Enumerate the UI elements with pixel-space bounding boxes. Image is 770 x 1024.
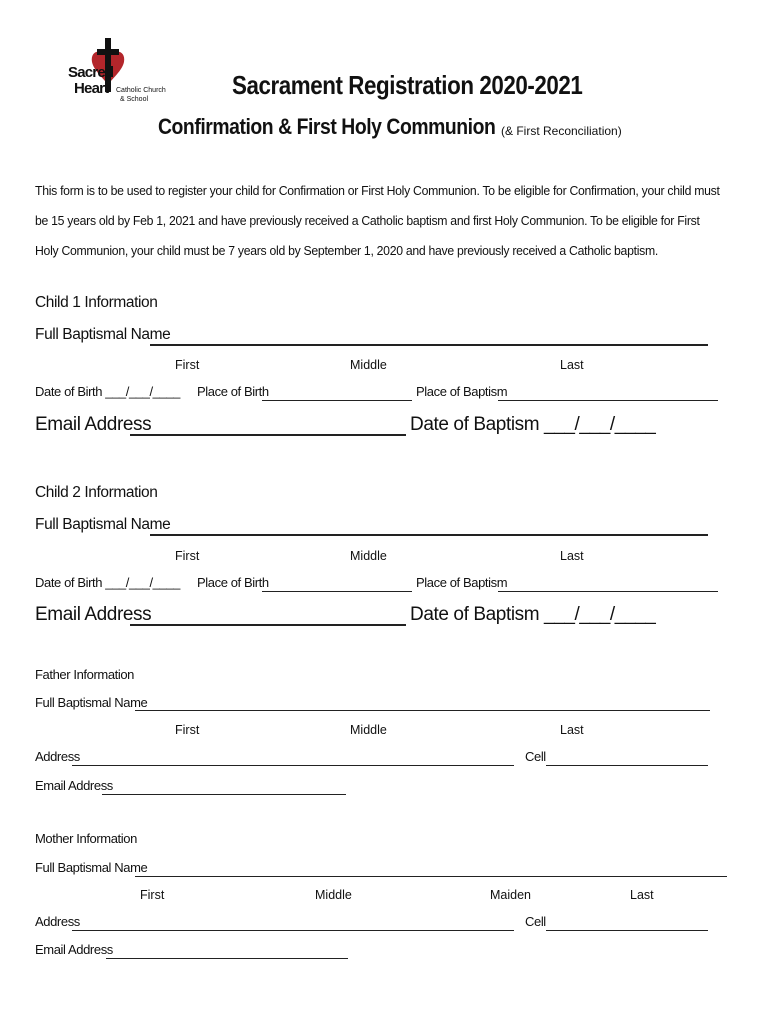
logo-text-sacred: Sacred [68, 64, 114, 81]
child1-pob-label: Place of Birth [197, 384, 269, 399]
father-cell-label: Cell [525, 749, 546, 764]
child2-pobap-label: Place of Baptism [416, 575, 508, 590]
mother-address-label: Address [35, 914, 80, 929]
page-subtitle: Confirmation & First Holy Communion [158, 114, 496, 139]
child2-email-label: Email Address [35, 604, 152, 625]
father-name-label: Full Baptismal Name [35, 695, 148, 710]
child1-pobap-field[interactable] [498, 400, 718, 401]
child2-middle-caption: Middle [350, 549, 387, 563]
child2-first-caption: First [175, 549, 200, 563]
father-cell-field[interactable] [546, 765, 708, 766]
church-logo [68, 36, 166, 108]
child1-name-field[interactable] [150, 344, 708, 346]
mother-cell-label: Cell [525, 914, 546, 929]
father-address-field[interactable] [72, 765, 514, 766]
intro-paragraph: This form is to be used to register your child for Confirmation or First Holy Communion. To be eligible for Confirmation, your child must be 15 years old by Feb 1, 2021 and have previously received a Catholic baptism and first Holy Communion. To be eligible for First Holy Communion, your child must be 7 years old by September 1, 2020 and have previously received a Catholic baptism. [35, 184, 720, 258]
father-email-field[interactable] [102, 794, 346, 795]
child1-heading: Child 1 Information [35, 294, 158, 311]
father-first-caption: First [175, 723, 200, 737]
mother-email-field[interactable] [106, 958, 348, 959]
child2-name-field[interactable] [150, 534, 708, 536]
page-title: Sacrament Registration 2020-2021 [232, 70, 583, 100]
mother-last-caption: Last [630, 888, 654, 902]
mother-cell-field[interactable] [546, 930, 708, 931]
child1-dob-field[interactable]: Date of Birth ___/___/____ [35, 384, 180, 399]
father-last-caption: Last [560, 723, 584, 737]
child1-first-caption: First [175, 358, 200, 372]
child2-email-field[interactable] [130, 624, 406, 626]
father-email-label: Email Address [35, 778, 113, 793]
father-address-label: Address [35, 749, 80, 764]
child1-pob-field[interactable] [262, 400, 412, 401]
mother-name-label: Full Baptismal Name [35, 860, 148, 875]
mother-middle-caption: Middle [315, 888, 352, 902]
child1-email-label: Email Address [35, 414, 152, 435]
mother-address-field[interactable] [72, 930, 514, 931]
page-subtitle-note: (& First Reconciliation) [501, 124, 622, 138]
child1-email-field[interactable] [130, 434, 406, 436]
child2-pob-label: Place of Birth [197, 575, 269, 590]
child1-pobap-label: Place of Baptism [416, 384, 508, 399]
mother-heading: Mother Information [35, 831, 137, 846]
child2-dob-field[interactable]: Date of Birth ___/___/____ [35, 575, 180, 590]
child1-middle-caption: Middle [350, 358, 387, 372]
child2-name-label: Full Baptismal Name [35, 516, 171, 533]
logo-text-heart: Heart [74, 80, 109, 97]
logo-subtext-church: Catholic Church [116, 87, 166, 94]
child1-last-caption: Last [560, 358, 584, 372]
child2-pob-field[interactable] [262, 591, 412, 592]
mother-email-label: Email Address [35, 942, 113, 957]
father-heading: Father Information [35, 667, 135, 682]
child2-last-caption: Last [560, 549, 584, 563]
father-middle-caption: Middle [350, 723, 387, 737]
mother-name-field[interactable] [135, 876, 727, 877]
child2-heading: Child 2 Information [35, 484, 158, 501]
mother-first-caption: First [140, 888, 165, 902]
child2-dobap-field[interactable]: Date of Baptism ___/___/____ [410, 604, 656, 625]
child1-name-label: Full Baptismal Name [35, 326, 171, 343]
child1-dobap-field[interactable]: Date of Baptism ___/___/____ [410, 414, 656, 435]
logo-subtext-school: & School [120, 96, 149, 103]
mother-maiden-caption: Maiden [490, 888, 531, 902]
father-name-field[interactable] [135, 710, 710, 711]
child2-pobap-field[interactable] [498, 591, 718, 592]
